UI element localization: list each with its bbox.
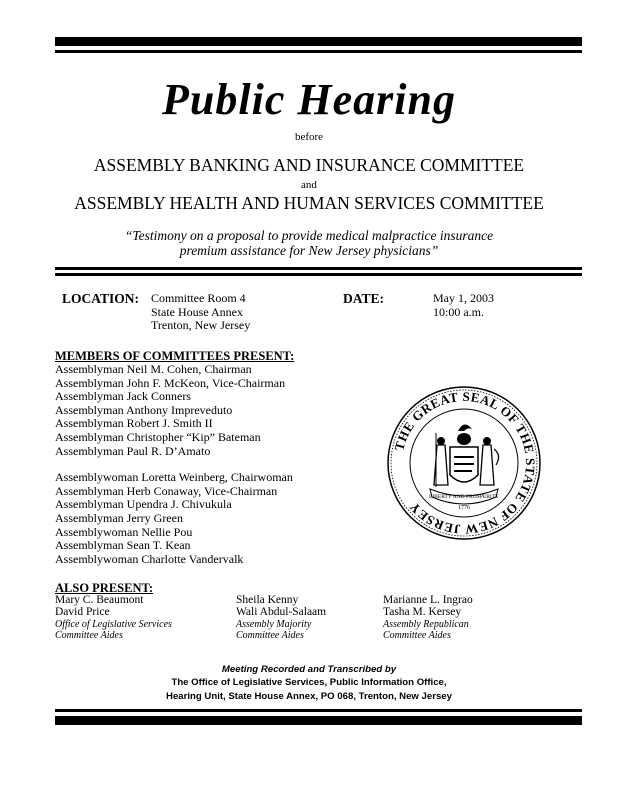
date-value [433, 292, 494, 319]
member-item: Assemblyman Herb Conaway, Vice-Chairman [55, 483, 278, 498]
footer-line-2: The Office of Legislative Services, Public Information Office, [171, 677, 447, 689]
member-item: Assemblyman Paul R. D’Amato [55, 443, 211, 458]
footer-line-3: Hearing Unit, State House Annex, PO 068, Trenton, New Jersey [166, 690, 452, 702]
seal-year: 1776 [458, 505, 470, 511]
transcription-note [0, 663, 618, 703]
date-label: DATE: [343, 291, 385, 306]
member-item: Assemblyman Jack Conners [55, 389, 191, 404]
seal-ring-text: THE GREAT SEAL OF THE STATE OF NEW JERSEY [391, 388, 539, 538]
aide-role: Committee Aides [236, 630, 304, 642]
aide-name: Sheila Kenny [236, 594, 299, 606]
also-present-heading: ALSO PRESENT: [55, 581, 154, 595]
location-line: State House Annex [151, 304, 243, 319]
member-item: Assemblyman Robert J. Smith II [55, 416, 213, 431]
member-item: Assemblywoman Charlotte Vandervalk [55, 551, 244, 566]
member-item: Assemblyman Upendra J. Chivukula [55, 497, 232, 512]
aide-name: Marianne L. Ingrao [383, 594, 473, 606]
aide-office: Assembly Majority [236, 618, 312, 630]
aide-name: Mary C. Beaumont [55, 594, 144, 606]
aide-role: Committee Aides [383, 630, 451, 642]
also-present-col-1 [55, 595, 172, 642]
also-present-col-3 [383, 595, 473, 642]
members-heading: MEMBERS OF COMMITTEES PRESENT: [55, 349, 295, 363]
member-item: Assemblyman Sean T. Kean [55, 538, 191, 553]
aide-name: David Price [55, 605, 110, 618]
aide-name: Wali Abdul-Salaam [236, 605, 327, 618]
before-text: before [294, 131, 324, 143]
committee-health: ASSEMBLY HEALTH AND HUMAN SERVICES COMMITTEE [74, 193, 544, 213]
date-line: May 1, 2003 [433, 291, 494, 305]
committee-banking: ASSEMBLY BANKING AND INSURANCE COMMITTEE [93, 155, 525, 175]
top-rule-thin [55, 50, 582, 53]
member-item: Assemblyman Christopher “Kip” Bateman [55, 429, 261, 444]
middle-rule-thin [55, 267, 582, 270]
aide-name: Tasha M. Kersey [383, 605, 462, 618]
member-item: Assemblyman Anthony Impreveduto [55, 402, 233, 417]
member-item: Assemblyman Jerry Green [55, 510, 183, 525]
page-title: Public Hearing [162, 75, 456, 124]
bottom-rule-thin [55, 709, 582, 712]
testimony-line-2: premium assistance for New Jersey physicians” [179, 243, 439, 258]
location-line: Committee Room 4 [151, 291, 246, 305]
footer-line-1: Meeting Recorded and Transcribed by [221, 664, 397, 675]
top-rule-thick [55, 37, 582, 46]
also-present-col-2 [236, 595, 326, 642]
members-list [55, 363, 293, 566]
location-value [151, 292, 250, 333]
testimony-line-1: “Testimony on a proposal to provide medical malpractice insurance [124, 228, 494, 243]
middle-rule-thin-2 [55, 273, 582, 276]
seal-banner-text: LIBERTY AND PROSPERITY [428, 494, 500, 500]
location-line: Trenton, New Jersey [151, 318, 251, 333]
aide-role: Committee Aides [55, 630, 123, 642]
testimony-description [0, 228, 618, 258]
state-seal-image [386, 385, 542, 541]
location-label: LOCATION: [62, 291, 140, 306]
aide-office: Office of Legislative Services [55, 618, 172, 630]
date-line: 10:00 a.m. [433, 304, 484, 319]
member-item: Assemblywoman Nellie Pou [55, 524, 193, 539]
and-text: and [301, 179, 317, 191]
member-item: Assemblyman Neil M. Cohen, Chairman [55, 362, 252, 376]
member-item: Assemblywoman Loretta Weinberg, Chairwoman [55, 470, 293, 485]
member-item: Assemblyman John F. McKeon, Vice-Chairman [55, 375, 286, 390]
bottom-rule-thick [55, 716, 582, 725]
aide-office: Assembly Republican [383, 618, 469, 630]
